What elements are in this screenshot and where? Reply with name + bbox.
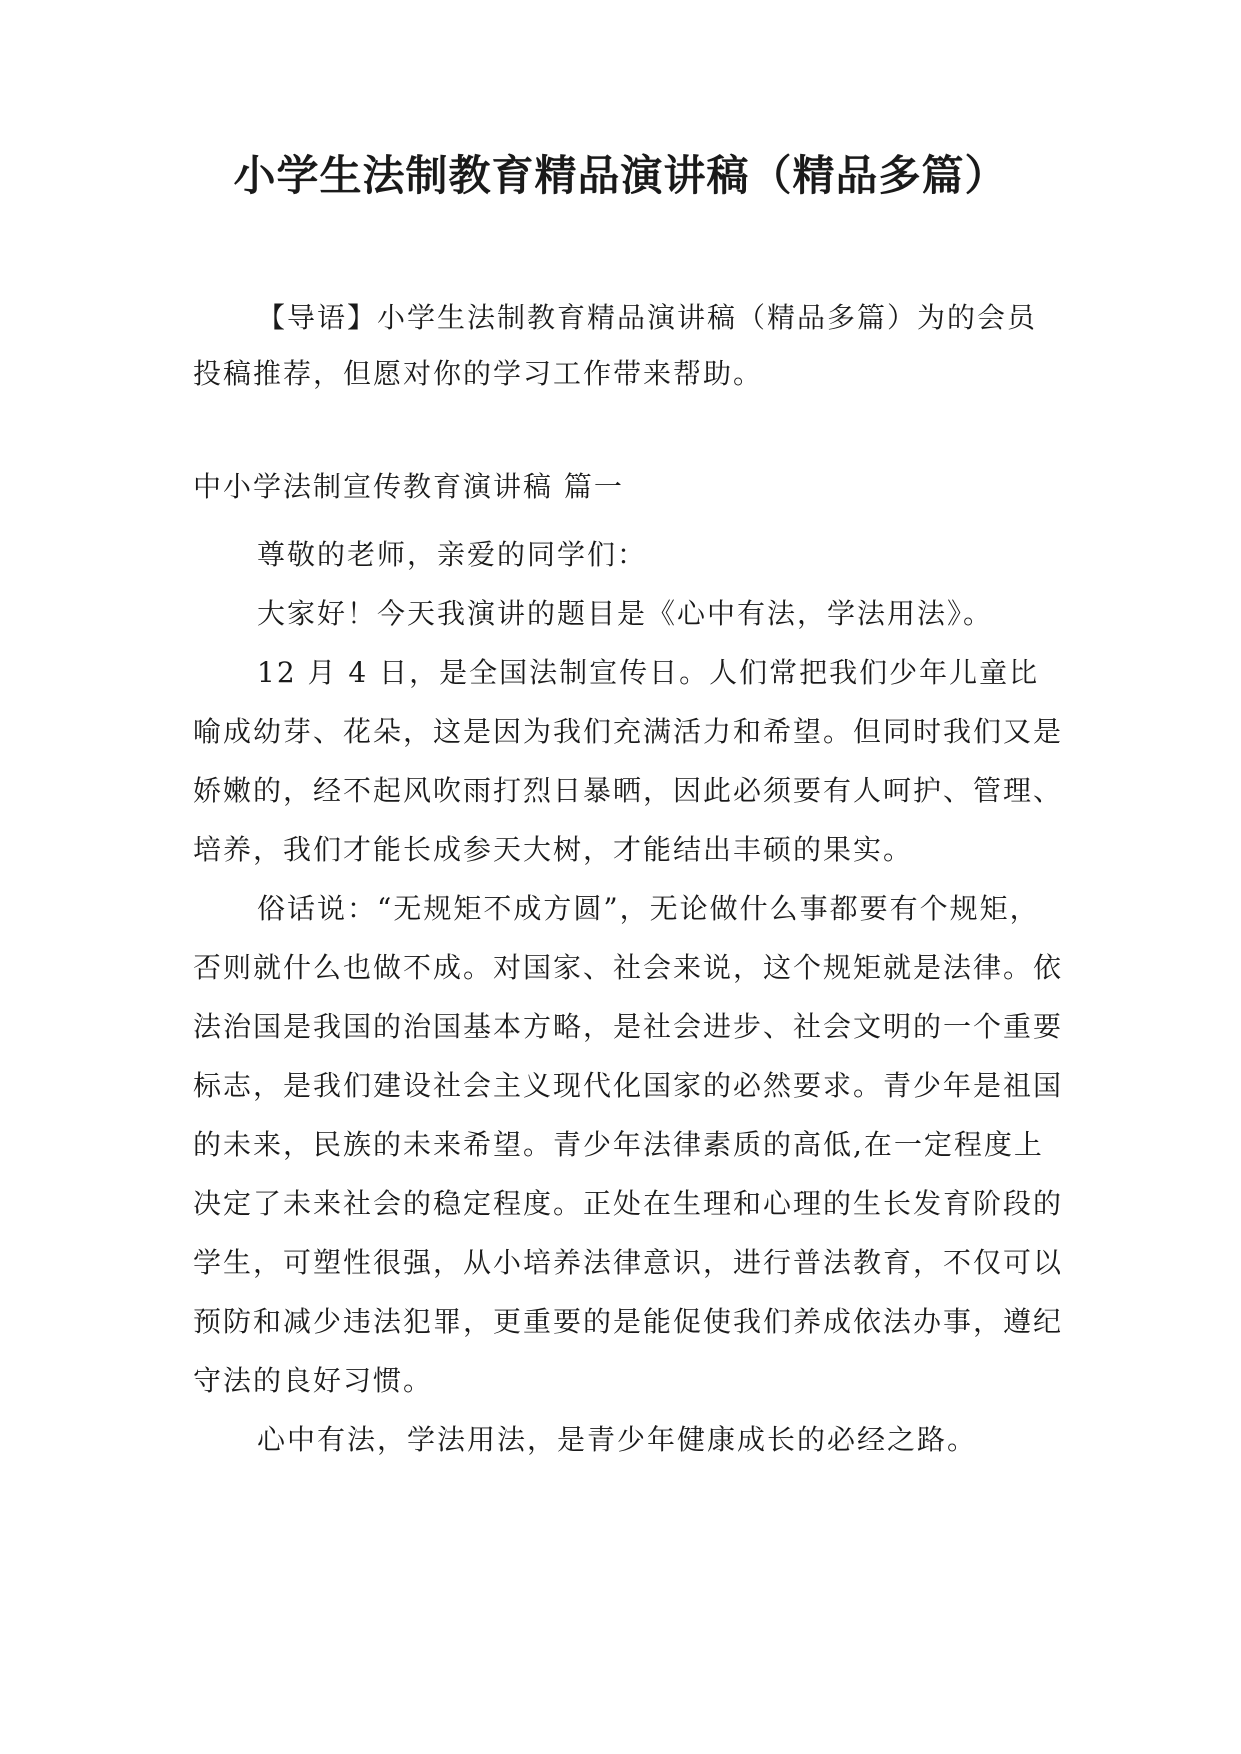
greeting-paragraph: 大家好！今天我演讲的题目是《心中有法，学法用法》。 [257, 597, 994, 630]
section-heading: 中小学法制宣传教育演讲稿 篇一 [193, 470, 624, 503]
body-text [193, 525, 1063, 1469]
salutation-paragraph: 尊敬的老师，亲爱的同学们： [257, 538, 648, 571]
body-paragraph: 心中有法，学法用法，是青少年健康成长的必经之路。 [257, 1423, 978, 1456]
intro-paragraph: 【导语】小学生法制教育精品演讲稿（精品多篇）为的会员投稿推荐，但愿对你的学习工作带来帮助。 [193, 301, 1038, 390]
document-title: 小学生法制教育精品演讲稿（精品多篇） [233, 151, 1008, 200]
body-paragraph: 12 月 4 日，是全国法制宣传日。人们常把我们少年儿童比喻成幼芽、花朵，这是因为我们充满活力和希望。但同时我们又是娇嫩的，经不起风吹雨打烈日暴晒，因此必须要有人呵护、管理、培养，我们才能长成参天大树，才能结出丰硕的果实。 [193, 656, 1064, 866]
body-paragraph: 俗话说：“无规矩不成方圆”，无论做什么事都要有个规矩，否则就什么也做不成。对国家、社会来说，这个规矩就是法律。依法治国是我国的治国基本方略，是社会进步、社会文明的一个重要标志，是我们建设社会主义现代化国家的必然要求。青少年是祖国的未来，民族的未来希望。青少年法律素质的高低,在一定程度上决定了未来社会的稳定程度。正处在生理和心理的生长发育阶段的学生，可塑性很强，从小培养法律意识，进行普法教育，不仅可以预防和减少违法犯罪，更重要的是能促使我们养成依法办事，遵纪守法的良好习惯。 [193, 892, 1064, 1397]
